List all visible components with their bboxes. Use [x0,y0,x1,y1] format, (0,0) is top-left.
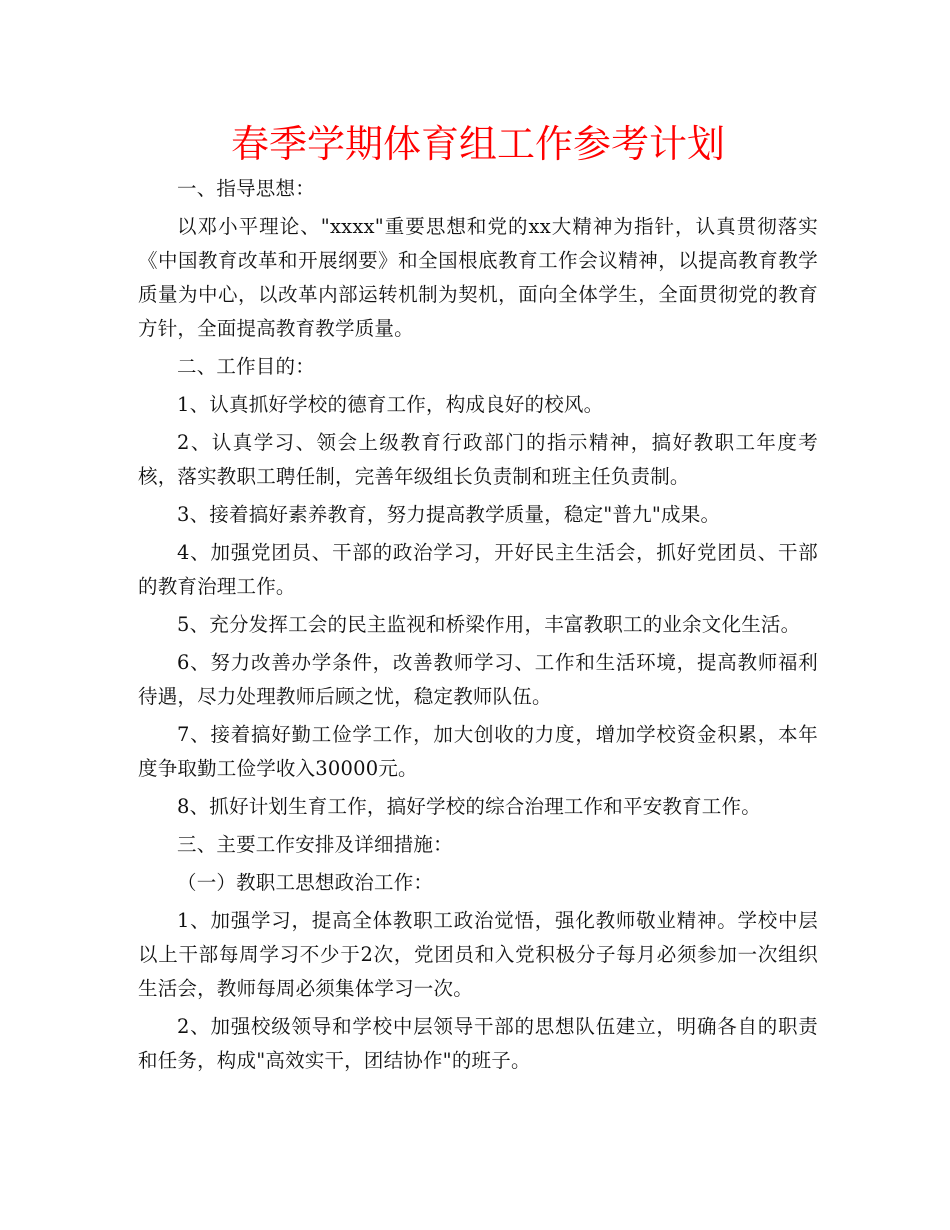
goal-item-8: 8、抓好计划生育工作，搞好学校的综合治理工作和平安教育工作。 [177,795,761,818]
document-body [138,118,818,1082]
goal-item-2: 2、认真学习、领会上级教育行政部门的指示精神，搞好教职工年度考核，落实教职工聘任制，完善年级组长负责制和班主任负责制。 [138,431,818,488]
section-heading-guiding-ideology: 一、指导思想： [177,177,315,200]
goal-item-3: 3、接着搞好素养教育，努力提高教学质量，稳定"普九"成果。 [177,503,721,526]
goal-item-4: 4、加强党团员、干部的政治学习，开好民主生活会，抓好党团员、干部的教育治理工作。 [138,541,818,598]
goal-item-7: 7、接着搞好勤工俭学工作，加大创收的力度，增加学校资金积累，本年度争取勤工俭学收入30000元。 [138,723,818,780]
measure-item-1: 1、加强学习，提高全体教职工政治觉悟，强化教师敬业精神。学校中层以上干部每周学习不少于2次，党团员和入党积极分子每月必须参加一次组织生活会，教师每周必须集体学习一次。 [138,909,818,1000]
goal-item-6: 6、努力改善办学条件，改善教师学习、工作和生活环境，提高教师福利待遇，尽力处理教师后顾之忧，稳定教师队伍。 [138,651,818,708]
subsection-heading-political-work: （一）教职工思想政治工作： [177,871,434,894]
goal-item-5: 5、充分发挥工会的民主监视和桥梁作用，丰富教职工的业余文化生活。 [177,613,801,636]
section-heading-work-goals: 二、工作目的： [177,355,315,378]
paragraph-guiding-ideology: 以邓小平理论、"xxxx"重要思想和党的xx大精神为指针，认真贯彻落实《中国教育改革和开展纲要》和全国根底教育工作会议精神，以提高教育教学质量为中心，以改革内部运转机制为契机，面向全体学生，全面贯彻党的教育方针，全面提高教育教学质量。 [138,215,818,340]
document-title: 春季学期体育组工作参考计划 [230,122,725,166]
goal-item-1: 1、认真抓好学校的德育工作，构成良好的校风。 [177,393,604,416]
section-heading-main-arrangements: 三、主要工作安排及详细措施： [177,833,453,856]
measure-item-2: 2、加强校级领导和学校中层领导干部的思想队伍建立，明确各自的职责和任务，构成"高效实干，团结协作"的班子。 [138,1015,818,1072]
